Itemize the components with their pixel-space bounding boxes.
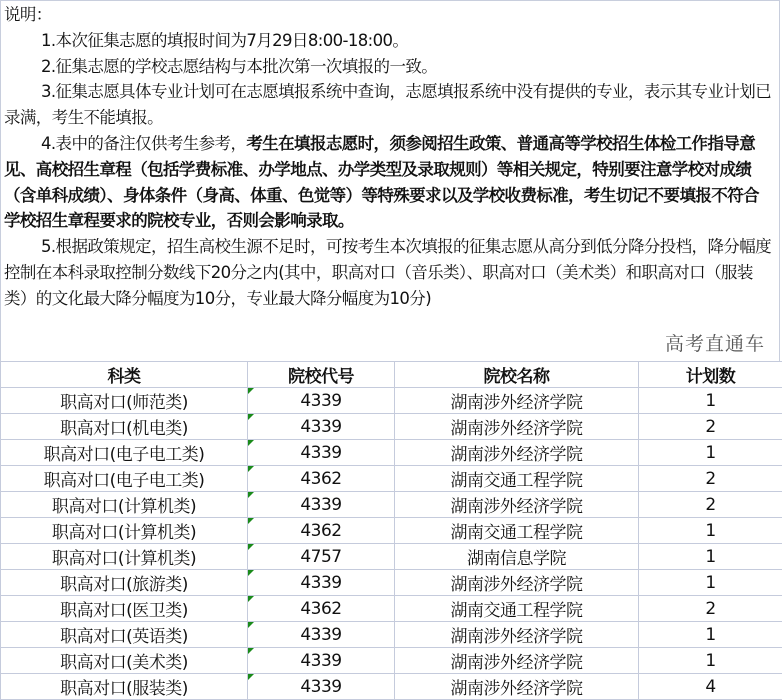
header-school-name: 院校名称 xyxy=(395,362,639,388)
table-row xyxy=(1,648,782,674)
school-code-cell[interactable]: 4362 xyxy=(248,596,395,622)
school-code-cell[interactable]: 4339 xyxy=(248,674,395,700)
school-code-cell[interactable]: 4339 xyxy=(248,388,395,414)
table-row xyxy=(1,596,782,622)
watermark: 高考直通车 xyxy=(664,333,765,355)
plan-count-cell[interactable]: 2 xyxy=(639,466,782,492)
school-name-cell[interactable]: 湖南涉外经济学院 xyxy=(395,388,639,414)
school-name-cell[interactable]: 湖南交通工程学院 xyxy=(395,466,639,492)
school-code-cell[interactable]: 4339 xyxy=(248,622,395,648)
table-row xyxy=(1,414,782,440)
plan-count-cell[interactable]: 4 xyxy=(639,674,782,700)
school-code-cell[interactable]: 4362 xyxy=(248,518,395,544)
category-cell[interactable]: 职高对口(师范类) xyxy=(1,388,248,414)
note-1: 1.本次征集志愿的填报时间为7月29日8:00-18:00。 xyxy=(41,30,409,50)
table-row xyxy=(1,388,782,414)
table-row xyxy=(1,466,782,492)
note-4-plain: 4.表中的备注仅供考生参考， xyxy=(41,133,247,153)
plan-count-cell[interactable]: 1 xyxy=(639,570,782,596)
table-row xyxy=(1,440,782,466)
header-school-code: 院校代号 xyxy=(248,362,395,388)
category-cell[interactable]: 职高对口(美术类) xyxy=(1,648,248,674)
table-row xyxy=(1,492,782,518)
category-cell[interactable]: 职高对口(电子电工类) xyxy=(1,466,248,492)
table-row xyxy=(1,570,782,596)
category-cell[interactable]: 职高对口(计算机类) xyxy=(1,518,248,544)
category-cell[interactable]: 职高对口(计算机类) xyxy=(1,492,248,518)
school-code-cell[interactable]: 4339 xyxy=(248,648,395,674)
category-cell[interactable]: 职高对口(机电类) xyxy=(1,414,248,440)
category-cell[interactable]: 职高对口(服装类) xyxy=(1,674,248,700)
plan-count-cell[interactable]: 1 xyxy=(639,648,782,674)
school-name-cell[interactable]: 湖南涉外经济学院 xyxy=(395,492,639,518)
plan-count-cell[interactable]: 1 xyxy=(639,544,782,570)
school-name-cell[interactable]: 湖南涉外经济学院 xyxy=(395,414,639,440)
plan-count-cell[interactable]: 2 xyxy=(639,492,782,518)
table-header-row xyxy=(1,362,782,388)
header-category: 科类 xyxy=(1,362,248,388)
school-name-cell[interactable]: 湖南涉外经济学院 xyxy=(395,440,639,466)
plan-count-cell[interactable]: 2 xyxy=(639,596,782,622)
school-name-cell[interactable]: 湖南交通工程学院 xyxy=(395,518,639,544)
school-code-cell[interactable]: 4339 xyxy=(248,414,395,440)
header-plan-count: 计划数 xyxy=(639,362,782,388)
category-cell[interactable]: 职高对口(旅游类) xyxy=(1,570,248,596)
school-name-cell[interactable]: 湖南涉外经济学院 xyxy=(395,570,639,596)
school-name-cell[interactable]: 湖南涉外经济学院 xyxy=(395,648,639,674)
table-row xyxy=(1,674,782,700)
plan-table xyxy=(0,361,782,700)
note-5: 5.根据政策规定，招生高校生源不足时，可按考生本次填报的征集志愿从高分到低分降分投档，降分幅度控制在本科录取控制分数线下20分之内(其中，职高对口（音乐类）、职高对口（美术类）和职高对口（服装类）的文化最大降分幅度为10分，专业最大降分幅度为10分) xyxy=(4,237,772,308)
school-code-cell[interactable]: 4757 xyxy=(248,544,395,570)
school-code-cell[interactable]: 4339 xyxy=(248,570,395,596)
note-4 xyxy=(4,131,773,234)
school-name-cell[interactable]: 湖南涉外经济学院 xyxy=(395,674,639,700)
school-name-cell[interactable]: 湖南涉外经济学院 xyxy=(395,622,639,648)
table-row xyxy=(1,622,782,648)
plan-count-cell[interactable]: 1 xyxy=(639,518,782,544)
school-code-cell[interactable]: 4339 xyxy=(248,440,395,466)
category-cell[interactable]: 职高对口(英语类) xyxy=(1,622,248,648)
plan-count-cell[interactable]: 1 xyxy=(639,622,782,648)
note-4-bold: 考生在填报志愿时，须参阅招生政策、普通高等学校招生体检工作指导意见、高校招生章程（包括学费标准、办学地点、办学类型及录取规则）等相关规定，特别要注意学校对成绩（含单科成绩）、身体条件（身高、体重、色觉等）等特殊要求以及学校收费标准，考生切记不要填报不符合学校招生章程要求的院校专业，否则会影响录取。 xyxy=(4,133,759,231)
school-code-cell[interactable]: 4339 xyxy=(248,492,395,518)
school-code-cell[interactable]: 4362 xyxy=(248,466,395,492)
plan-count-cell[interactable]: 2 xyxy=(639,414,782,440)
table-row xyxy=(1,518,782,544)
note-2: 2.征集志愿的学校志愿结构与本批次第一次填报的一致。 xyxy=(41,56,438,76)
table-row xyxy=(1,544,782,570)
category-cell[interactable]: 职高对口(医卫类) xyxy=(1,596,248,622)
category-cell[interactable]: 职高对口(计算机类) xyxy=(1,544,248,570)
plan-count-cell[interactable]: 1 xyxy=(639,388,782,414)
school-name-cell[interactable]: 湖南交通工程学院 xyxy=(395,596,639,622)
instructions-title: 说明： xyxy=(4,5,52,24)
note-3: 3.征集志愿具体专业计划可在志愿填报系统中查询，志愿填报系统中没有提供的专业，表示其专业计划已录满，考生不能填报。 xyxy=(4,82,772,128)
school-name-cell[interactable]: 湖南信息学院 xyxy=(395,544,639,570)
plan-count-cell[interactable]: 1 xyxy=(639,440,782,466)
category-cell[interactable]: 职高对口(电子电工类) xyxy=(1,440,248,466)
